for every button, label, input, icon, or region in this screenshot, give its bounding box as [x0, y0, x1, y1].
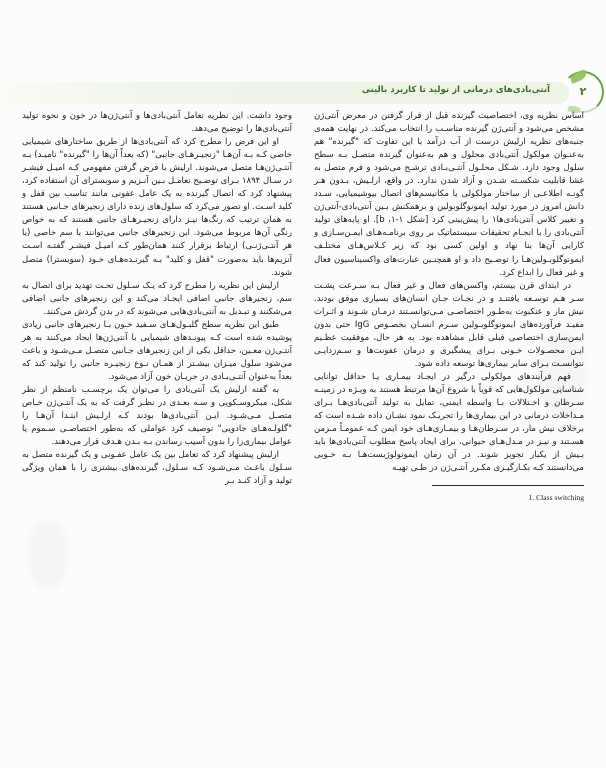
body-columns: [22, 110, 584, 695]
paragraph: به گفته ارلیش یک آنتی‌بادی را می‌توان یک برچسـب نامنظم از نظر شکل، میکروسـکوپی و سـه بعـدی در نظـر گرفت که به یک آنتـی‌ژن خـاص متصـل مـی‌شـود. ایـن آنتی‌بادی‌ها بودند کـه ارلـیش ابتـدا آن‌هـا را "گلولـه‌هـای جادویی" توصیف کرد عواملی که به‌طور اختصاصـی سـموم یا عوامل بیماری‌زا را بدون آسیب رساندن بـه بـدن هـدف قرار می‌دهند.: [22, 384, 292, 448]
paragraph: فهم فرآیندهای مولکولی درگیر در ایجـاد بیمـاری یـا حداقل توانایی شناسایی مولکول‌هایی که قویاً با شروع آن‌ها مرتبط هستند به ویـژه در زمینـه سـرطان و اخـتلالات بـا واسطه ایمنی، تمایل به تولید آنتی‌بادی‌هـا بـرای مـداخلات درمانی در این بیماری‌ها را تحریـک نمود نشـان داده شـده است که برخلاف نیش مار، در سـرطان‌هـا و بیمـاری‌هـای خود ایمن کـه عمومـاً مـزمن هسـتند و نیـز در مـدل‌هـای حیوانی، برای ایجاد پاسخ مطلوب آنتی‌بادی‌ها باید بـیش از یکبار تجویز شوند. در آن زمان ایمونولوژیست‌هـا بـه خـوبی می‌دانستند کـه بکـارگیـری مکـرر آنتـی‌ژن در طـی تهیـه: [314, 371, 584, 474]
column-right: [22, 110, 292, 695]
paragraph: ارلیش این نظریه را مطرح کرد که یـک سـلول تحـت تهدید برای اتصال به سم، زنجیرهای جانبی اضافی ایجـاد می‌کند و این زنجیرهای جانبی اضافی می‌شکنند و تبـدیل به آنتی‌بادی‌هایی می‌شوند که در بدن گردش می‌کنند.: [22, 280, 292, 317]
column-left: [314, 110, 584, 695]
footnote-divider: [432, 485, 584, 486]
footnote-text: 1. Class switching: [528, 493, 584, 503]
paragraph: ارلیش پیشنهاد کرد که تعامل بین یک عامل عفـونی و یک گیرنده متصل به سـلول باعـث مـی‌شـود کـه سـلول، گیرنده‌های بیشتری را با همان ویژگی تولید و آزاد کنـد بـر: [22, 450, 292, 487]
footnote-section: [314, 485, 584, 503]
page-number-badge: [562, 71, 606, 115]
header-title: آنتی‌بادی‌های درمانی از تولید تا کاربرد بالینی: [361, 85, 550, 95]
paragraph: او این فرض را مطرح کرد که آنتی‌بادی‌ها از طریق ساختارهای شیمیایی خاصی کـه بـه آن‌هـا "زنجیـرهـای جانبی" (که بعداً آن‌ها را "گیرنده" نامیـد) بـه آنتـی‌ژن‌هـا متصل می‌شوند. ارلیش با فرض گرفتن مفهومی کـه امیـل فیشـر در سـال ۱۸۹۴ بـرای توضـیح تعامـل بـین آنـزیم و سوبسترای آن استفاده کرد، پیشنهاد کرد که اتصال گیرنده به یک عامل عفونی مانند تناسب بین قفل و کلید اسـت. او تصور می‌کرد که سلول‌های زنده دارای زنجیرهای جـانبی هستند به همان ترتیب که رنگ‌ها نیـز دارای زنجیـرهـای جانبی هستند که به خواص رنگی آن‌ها مربوط می‌شود. این زنجیرهای جانبی می‌توانند با سم خاصی (یا هر آنتـی‌ژنـی) ارتباط برقرار کنند همان‌طور کـه امیـل فیشـر گفتـه اسـت آنزیم‌ها باید به‌صورت "قفل و کلید" بـه گیرنـده‌هـای خـود (سوبسترا) متصل شوند.: [22, 137, 292, 278]
page-number: ۲: [579, 85, 587, 98]
paragraph: طبق این نظریه سطح گلبـول‌هـای سـفید خـون بـا زنجیرهای جانبی زیادی پوشیده شده است کـه پیونـدهای شیمیایی با آنتی‌ژن‌ها ایجاد می‌کنند به هر آنتـی‌ژن معـین، حداقل یکی از این زنجیرهای جـانبی متصـل مـی‌شـود و باعث می‌شود سلول میـزان بیشـتر از همـان نـوع زنجیـره جانبی را تولید کند که بعداً به‌عنوان آنتـی‌بـادی در جریـان خون آزاد می‌شود.: [22, 319, 292, 382]
paragraph: وجود داشت. این نظریه تعامل آنتی‌بادی‌ها و آنتی‌ژن‌ها در خون و نحوه تولید آنتی‌بادی‌ها را توضیح می‌دهد.: [22, 111, 292, 135]
page-header: [0, 82, 606, 104]
paragraph: اساس نظریه وی، اختصاصیت گیرنده قبل از قرار گرفتن در معرض آنتی‌ژن مشخص می‌شود و آنتی‌ژن گیرنده مناسـب را انتخاب می‌کند. در نهایت همه‌ی جنبه‌های نظریه ارلیش درست از آب درآمد با این تفاوت که "گیرنده" هم به‌عنـوان مولکول آنتی‌بادی محلول و هم به‌عنوان گیرنده متصـل بـه سطح سلول وجود دارد. شـکل محلـول آنتـی‌بـادی ترشـح می‌شود و فرم متصل به غشا قابلیت شکسـته شـدن و آزاد شدن ندارد. در واقع، ارلـیش، بـدون هـر گونـه اطلاعـی از ساختار مولکولی یا مکانیسم‌های اتصال بیوشیمیایی، سـدد دانش امروز در مورد تولید ایمونوگلوبولین و برهمکنش بـین آنتی‌بادی-آنتی‌ژن و تغییر کلاس آنتی‌بادی‌ها۱ را پیش‌بینی کرد [شکل ۱-۱، b]. او پایه‌های تولید آنتی‌بادی را با انجـام تحقیقات سیستماتیک بر روی برنامـه‌هـای ایمـن‌سـازی و کارایی آن‌ها بنا نهاد و اولین کسی بود که زیر کـلاس‌هـای مختلـف ایمونوگلوبـولین‌هـا را توضـیح داد و او همچنـین عبارت‌های واکسیناسیون فعال و غیر فعال را ابداع کرد.: [314, 111, 585, 278]
paragraph: در ابتدای قرن بیستم، واکسن‌های فعال و غیر فعال بـه سـرعت پشـت سـر هـم توسـعه یافتنـد و در نجـات جـان انسان‌های بسیاری موفق بودند. نیش مار و عنکبوت به‌طـور اختصاصـی مـی‌توانسـتند درمـان شـوند و اثـرات مفیـد فرآورده‌های ایمونوگلوبـولین سـرم انسـان بخصـوص IgG حتی بدون ایمن‌سازی اختصاصی قبلی قابل مشاهده بود. به هر حال، موفقیت عظـیم ایـن محصـولات خـونی بـرای پیشگیری و درمان عفونت‌ها و سـم‌زدایـی نتوانسـت بـرای سایر بیماری‌ها توسعه داده شود.: [314, 280, 584, 369]
